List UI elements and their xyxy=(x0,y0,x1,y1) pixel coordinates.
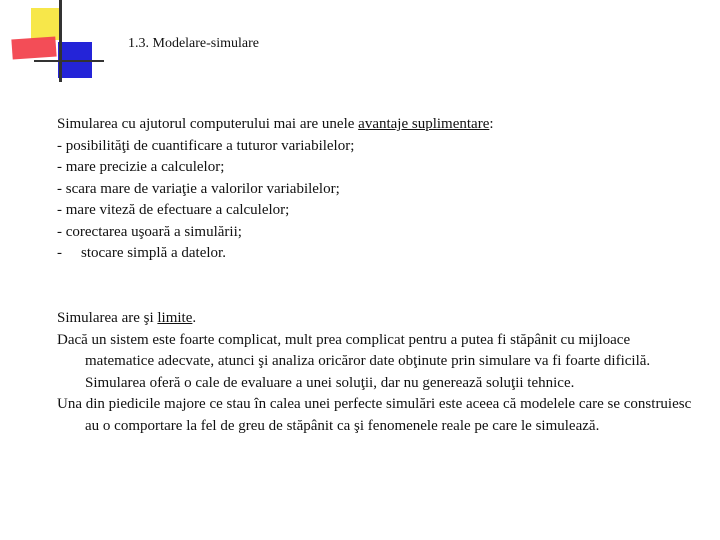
slide-logo xyxy=(0,0,110,90)
slide-title: 1.3. Modelare-simulare xyxy=(128,36,260,51)
advantage-item: - corectarea uşoară a simulării; xyxy=(57,223,242,240)
logo-horizontal-line xyxy=(34,60,104,62)
logo-yellow-square xyxy=(31,8,61,40)
limits-paragraph-1: Dacă un sistem este foarte complicat, mult prea complicat pentru a putea fi stăpânit cu mijloace matematice adecvate, atunci şi analiza oricăror date obţinute prin simulare va fi foarte dificilă. Simularea oferă o cale de evaluare a unei soluţii, dar nu generează soluţii tehnice. xyxy=(57,331,651,391)
logo-vertical-line xyxy=(59,0,62,82)
advantages-link[interactable]: avantaje suplimentare xyxy=(358,116,490,132)
bullet-dash: - xyxy=(57,245,62,261)
advantages-intro-colon: : xyxy=(489,116,494,132)
logo-red-bar xyxy=(11,36,56,59)
limits-link[interactable]: limite xyxy=(157,310,193,326)
limits-block xyxy=(57,308,697,437)
limits-intro xyxy=(57,308,697,330)
advantage-item: - mare viteză de efectuare a calculelor; xyxy=(57,202,290,218)
advantage-item-last-text: stocare simplă a datelor. xyxy=(81,245,226,261)
limits-intro-text: Simularea are şi xyxy=(57,310,158,326)
advantages-intro xyxy=(57,114,657,136)
advantages-block xyxy=(57,114,657,265)
advantage-item: - mare precizie a calculelor; xyxy=(57,159,225,175)
advantage-item: - posibilităţi de cuantificare a tuturor variabilelor; xyxy=(57,137,355,154)
advantages-intro-text: Simularea cu ajutorul computerului mai are unele xyxy=(57,116,359,132)
limits-intro-period: . xyxy=(192,310,197,326)
advantage-item: - scara mare de variaţie a valorilor variabilelor; xyxy=(57,180,340,197)
advantage-item-last xyxy=(57,243,657,265)
limits-paragraph-2: Una din piedicile majore ce stau în calea unei perfecte simulări este aceea că modelele care se construiesc au o comportare la fel de greu de stăpânit ca şi fenomenele reale pe care le simulează. xyxy=(57,396,692,434)
